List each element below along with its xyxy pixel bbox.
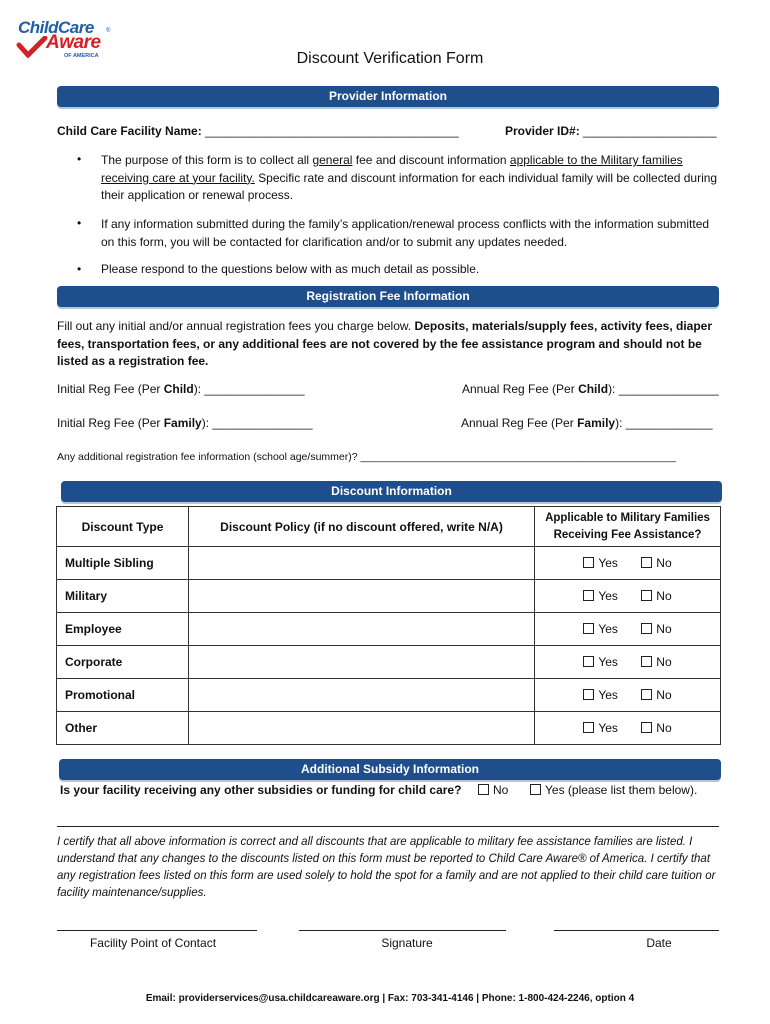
facility-name-blank: ______________________________________ bbox=[205, 124, 459, 138]
no-label: No bbox=[656, 589, 672, 603]
checkbox-icon[interactable] bbox=[583, 590, 594, 601]
bullet-glyph: • bbox=[77, 262, 82, 276]
checkbox-icon[interactable] bbox=[583, 656, 594, 667]
discount-type-cell: Multiple Sibling bbox=[57, 547, 189, 580]
initial-fee-child[interactable] bbox=[57, 382, 305, 396]
provider-id-field[interactable] bbox=[505, 124, 717, 138]
yes-label: Yes bbox=[598, 589, 618, 603]
annual-fee-family-bold: Family bbox=[577, 416, 616, 430]
annual-fee-child-bold: Child bbox=[578, 382, 609, 396]
initial-fee-family-bold: Family bbox=[163, 416, 202, 430]
discount-type-cell: Military bbox=[57, 580, 189, 613]
annual-fee-family-post: ): _____________ bbox=[615, 416, 713, 430]
checkbox-icon[interactable] bbox=[641, 722, 652, 733]
table-row bbox=[57, 646, 721, 679]
no-option[interactable] bbox=[641, 688, 671, 702]
discount-policy-cell[interactable] bbox=[189, 547, 535, 580]
no-label: No bbox=[656, 556, 672, 570]
discount-info-header: Discount Information bbox=[61, 481, 722, 502]
subsidy-no-label: No bbox=[493, 783, 509, 797]
contact-signature-line[interactable] bbox=[57, 930, 257, 931]
logo-line1: ChildCare bbox=[18, 18, 94, 37]
no-option[interactable] bbox=[641, 721, 671, 735]
footer-contact: Email: providerservices@usa.childcareaware.org | Fax: 703-341-4146 | Phone: 1-800-424-2246, option 4 bbox=[145, 993, 635, 1004]
discount-type-cell: Corporate bbox=[57, 646, 189, 679]
bullet-conflict: If any information submitted during the family’s application/renewal process conflicts with the information submitted on this form, you will be contacted for clarification and/or to submit any updates needed. bbox=[101, 217, 710, 249]
yes-option[interactable] bbox=[583, 721, 618, 735]
signature-line[interactable] bbox=[299, 930, 506, 931]
date-label: Date bbox=[646, 936, 672, 950]
no-option[interactable] bbox=[641, 556, 671, 570]
yes-label: Yes bbox=[598, 721, 618, 735]
page-title: Discount Verification Form bbox=[296, 50, 484, 67]
logo-mark: ® bbox=[106, 28, 111, 34]
checkbox-icon[interactable] bbox=[583, 623, 594, 634]
annual-fee-child-post: ): _______________ bbox=[608, 382, 719, 396]
date-line[interactable] bbox=[554, 930, 719, 931]
subsidy-list-line[interactable] bbox=[57, 826, 719, 827]
yes-option[interactable] bbox=[583, 688, 618, 702]
discount-policy-cell[interactable] bbox=[189, 580, 535, 613]
bullet-purpose-applicable: applicable to the Military families receiving care at your facility. bbox=[101, 153, 683, 185]
applicable-cell bbox=[535, 712, 721, 745]
checkbox-icon[interactable] bbox=[641, 590, 652, 601]
annual-fee-family-pre: Annual Reg Fee (Per bbox=[461, 416, 578, 430]
contact-label: Facility Point of Contact bbox=[89, 936, 217, 950]
annual-fee-child-pre: Annual Reg Fee (Per bbox=[462, 382, 579, 396]
bullet-glyph: • bbox=[77, 216, 82, 230]
bullet-purpose-mid: fee and discount information bbox=[352, 153, 510, 167]
applicable-cell bbox=[535, 679, 721, 712]
subsidy-yes-label: Yes (please list them below). bbox=[545, 783, 698, 797]
yes-option[interactable] bbox=[583, 589, 618, 603]
certification-text: I certify that all above information is correct and all discounts that are applicable to military fee assistance families are listed. I understand that any changes to the discounts listed on this form must be reported to Child Care Aware® of America. I certify that any registration fees listed on this form are used solely to hold the spot for a family and are not applied to their child care tuition or facility maintenance/supplies. bbox=[57, 836, 716, 899]
yes-label: Yes bbox=[598, 556, 618, 570]
bullet-purpose-post: Specific rate and discount information for each individual family will be collected during their application or renewal process. bbox=[101, 170, 718, 202]
yes-label: Yes bbox=[598, 655, 618, 669]
no-label: No bbox=[656, 688, 672, 702]
table-row bbox=[57, 679, 721, 712]
bullet-purpose bbox=[101, 152, 721, 205]
registration-intro bbox=[57, 318, 721, 371]
annual-fee-child[interactable] bbox=[462, 382, 719, 396]
logo-line3: OF AMERICA bbox=[64, 53, 99, 59]
logo-line2: Aware bbox=[46, 32, 101, 53]
checkbox-icon[interactable] bbox=[478, 784, 489, 795]
checkbox-icon[interactable] bbox=[583, 689, 594, 700]
table-row bbox=[57, 712, 721, 745]
discount-table-header bbox=[57, 507, 721, 547]
subsidy-question: Is your facility receiving any other subsidies or funding for child care? bbox=[60, 783, 462, 797]
registration-intro-bold: Deposits, materials/supply fees, activity fees, diaper fees, transportation fees, or any additional fees are not covered by the fee assistance program and should not be listed as a registration fee. bbox=[57, 319, 713, 368]
no-label: No bbox=[656, 721, 672, 735]
applicable-cell bbox=[535, 547, 721, 580]
applicable-cell bbox=[535, 646, 721, 679]
no-option[interactable] bbox=[641, 589, 671, 603]
discount-policy-cell[interactable] bbox=[189, 613, 535, 646]
checkbox-icon[interactable] bbox=[641, 623, 652, 634]
additional-fee-info[interactable]: Any additional registration fee information (school age/summer)? ______________________________________________________ bbox=[57, 451, 676, 463]
initial-fee-family-pre: Initial Reg Fee (Per bbox=[57, 416, 164, 430]
provider-id-label: Provider ID#: bbox=[505, 124, 584, 138]
annual-fee-family[interactable] bbox=[461, 416, 713, 430]
discount-type-cell: Promotional bbox=[57, 679, 189, 712]
no-option[interactable] bbox=[641, 622, 671, 636]
subsidy-no-option[interactable] bbox=[478, 783, 508, 797]
discount-table bbox=[56, 506, 721, 745]
bullet-respond: Please respond to the questions below with as much detail as possible. bbox=[101, 262, 480, 276]
discount-policy-cell[interactable] bbox=[189, 646, 535, 679]
initial-fee-family[interactable] bbox=[57, 416, 313, 430]
initial-fee-family-post: ): _______________ bbox=[201, 416, 313, 430]
initial-fee-child-bold: Child bbox=[163, 382, 194, 396]
table-row bbox=[57, 580, 721, 613]
no-option[interactable] bbox=[641, 655, 671, 669]
discount-type-cell: Employee bbox=[57, 613, 189, 646]
bullet-glyph: • bbox=[77, 152, 82, 166]
registration-intro-plain: Fill out any initial and/or annual registration fees you charge below. bbox=[57, 319, 415, 333]
no-label: No bbox=[656, 655, 672, 669]
col-discount-type: Discount Type bbox=[57, 507, 189, 547]
yes-option[interactable] bbox=[583, 655, 618, 669]
table-row bbox=[57, 613, 721, 646]
subsidy-info-header: Additional Subsidy Information bbox=[59, 759, 721, 780]
applicable-cell bbox=[535, 613, 721, 646]
discount-type-cell: Other bbox=[57, 712, 189, 745]
no-label: No bbox=[656, 622, 672, 636]
registration-fee-header: Registration Fee Information bbox=[57, 286, 719, 307]
checkbox-icon[interactable] bbox=[641, 689, 652, 700]
applicable-cell bbox=[535, 580, 721, 613]
checkbox-icon[interactable] bbox=[583, 557, 594, 568]
yes-option[interactable] bbox=[583, 622, 618, 636]
table-row bbox=[57, 547, 721, 580]
facility-name-label: Child Care Facility Name: bbox=[57, 124, 206, 138]
bullet-purpose-pre: The purpose of this form is to collect all bbox=[101, 153, 313, 167]
discount-policy-cell[interactable] bbox=[189, 679, 535, 712]
yes-option[interactable] bbox=[583, 556, 618, 570]
checkbox-icon[interactable] bbox=[530, 784, 541, 795]
col-military-applicable: Applicable to Military Families Receiving Fee Assistance? bbox=[535, 507, 721, 547]
checkbox-icon[interactable] bbox=[641, 656, 652, 667]
initial-fee-child-pre: Initial Reg Fee (Per bbox=[57, 382, 164, 396]
checkbox-icon[interactable] bbox=[583, 722, 594, 733]
bullet-purpose-general: general bbox=[312, 153, 353, 167]
col-discount-policy: Discount Policy (if no discount offered, write N/A) bbox=[189, 507, 535, 547]
discount-policy-cell[interactable] bbox=[189, 712, 535, 745]
checkbox-icon[interactable] bbox=[641, 557, 652, 568]
yes-label: Yes bbox=[598, 688, 618, 702]
provider-id-blank: ____________________ bbox=[583, 124, 717, 138]
provider-info-header: Provider Information bbox=[57, 86, 719, 107]
signature-label: Signature bbox=[381, 936, 433, 950]
initial-fee-child-post: ): _______________ bbox=[193, 382, 305, 396]
facility-name-field[interactable] bbox=[57, 124, 459, 138]
yes-label: Yes bbox=[598, 622, 618, 636]
subsidy-yes-option[interactable] bbox=[530, 783, 697, 797]
